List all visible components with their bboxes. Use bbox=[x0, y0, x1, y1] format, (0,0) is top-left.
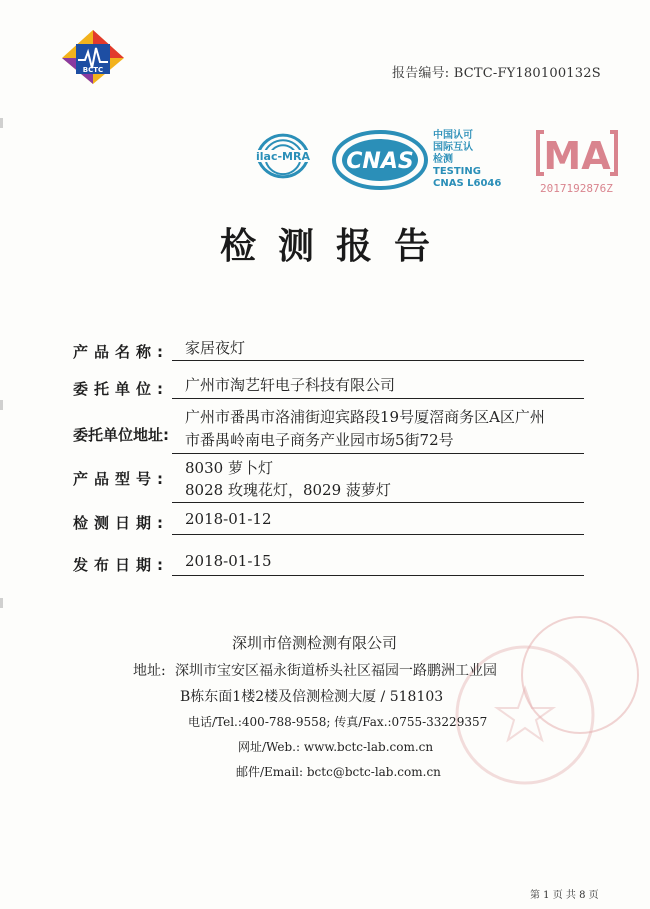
lab-address-line1: 深圳市宝安区福永街道桥头社区福园一路鹏洲工业园 bbox=[175, 663, 497, 679]
field-label-test-date: 检测日期: bbox=[73, 514, 169, 532]
field-label-product-name: 产品名称: bbox=[73, 343, 169, 361]
field-value-model-line1: 8030 萝卜灯 bbox=[185, 459, 273, 477]
page-number: 第 1 页 共 8 页 bbox=[530, 890, 599, 901]
ilac-mra-mark bbox=[244, 124, 322, 186]
field-underline bbox=[172, 398, 584, 399]
lab-address-label: 地址: bbox=[133, 663, 166, 679]
field-underline bbox=[172, 502, 584, 503]
logo-text: BCTC bbox=[82, 66, 104, 74]
cnas-line: 检测 bbox=[433, 154, 453, 165]
lab-address-line2: B栋东面1楼2楼及倍测检测大厦 / 518103 bbox=[180, 689, 444, 705]
field-value-client-address-line1: 广州市番禺市洛浦街迎宾路段19号厦滘商务区A区广州 bbox=[185, 408, 545, 426]
ma-text: MA bbox=[543, 134, 611, 178]
binder-mark bbox=[0, 598, 3, 608]
cnas-line: 中国认可 bbox=[433, 130, 473, 141]
company-seal bbox=[515, 610, 645, 740]
field-value-product-name: 家居夜灯 bbox=[185, 339, 246, 357]
field-label-client: 委托单位: bbox=[73, 380, 169, 398]
cnas-description bbox=[433, 130, 523, 190]
field-label-issue-date: 发布日期: bbox=[73, 556, 169, 574]
bctc-logo bbox=[60, 28, 126, 86]
field-label-model: 产品型号: bbox=[73, 470, 169, 488]
lab-name: 深圳市倍测检测有限公司 bbox=[232, 634, 398, 652]
document-title: 检测报告 bbox=[219, 226, 452, 267]
cnas-line: CNAS L6046 bbox=[433, 178, 502, 189]
lab-email: 邮件/Email: bctc@bctc-lab.com.cn bbox=[236, 765, 441, 779]
cnas-line: TESTING bbox=[433, 166, 481, 177]
field-label-client-address: 委托单位地址: bbox=[73, 426, 169, 444]
field-value-model-line2: 8028 玫瑰花灯，8029 菠萝灯 bbox=[185, 481, 391, 499]
field-value-client: 广州市淘艺轩电子科技有限公司 bbox=[185, 376, 396, 394]
field-value-client-address-line2: 市番禺岭南电子商务产业园市场5街72号 bbox=[185, 431, 454, 449]
field-underline bbox=[172, 360, 584, 361]
binder-mark bbox=[0, 118, 3, 128]
ilac-text: ilac-MRA bbox=[256, 150, 310, 163]
cnas-line: 国际互认 bbox=[433, 142, 473, 153]
field-value-issue-date: 2018-01-15 bbox=[185, 552, 272, 570]
ma-number: 2017192876Z bbox=[540, 182, 613, 195]
cnas-logo-text: CNAS bbox=[346, 149, 414, 174]
binder-mark bbox=[0, 400, 3, 410]
field-underline bbox=[172, 575, 584, 576]
lab-website: 网址/Web.: www.bctc-lab.com.cn bbox=[238, 740, 434, 754]
field-value-test-date: 2018-01-12 bbox=[185, 510, 272, 528]
field-underline bbox=[172, 534, 584, 535]
field-underline bbox=[172, 453, 584, 454]
report-number: 报告编号: BCTC-FY180100132S bbox=[392, 66, 601, 81]
lab-tel-fax: 电话/Tel.:400-788-9558; 传真/Fax.:0755-33229357 bbox=[188, 715, 488, 729]
cnas-mark bbox=[330, 128, 430, 192]
